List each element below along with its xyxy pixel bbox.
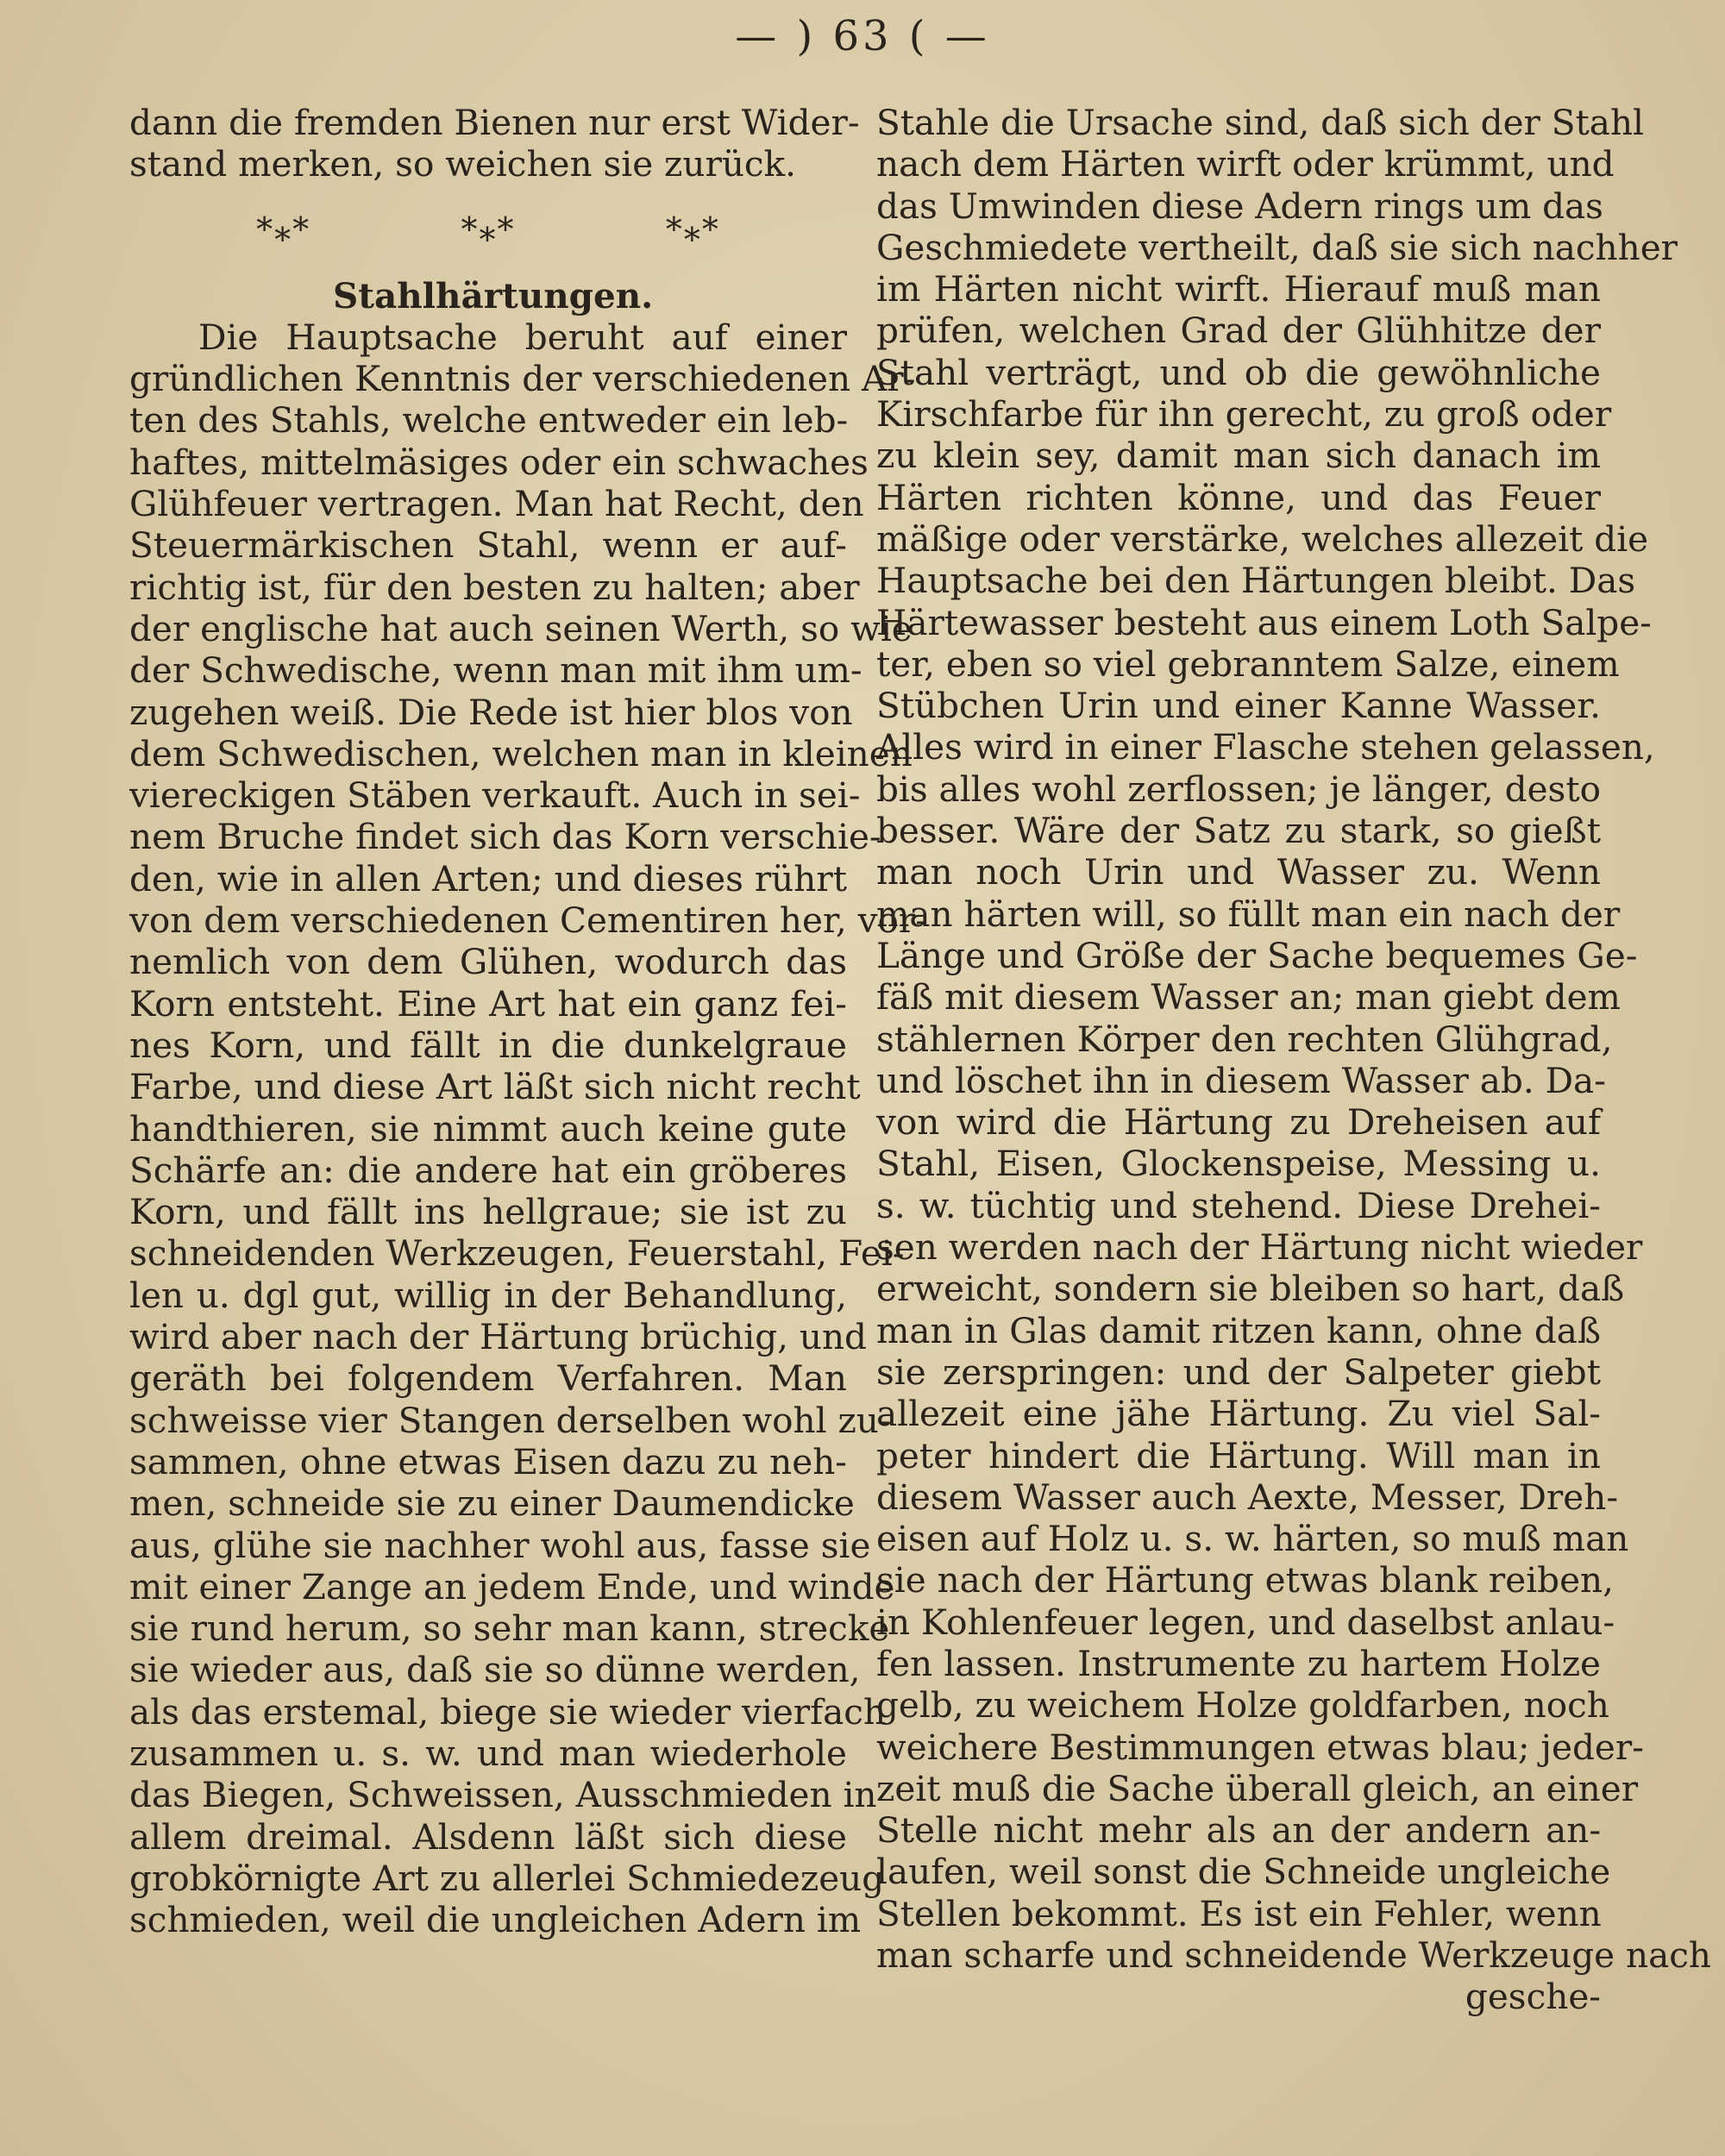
text-line: von dem verschiedenen Cementiren her, vor-	[129, 899, 927, 942]
text-line: besser. Wäre der Satz zu stark, so gießt	[876, 810, 1601, 852]
text-line: sie zerspringen: und der Salpeter giebt	[876, 1351, 1601, 1393]
text-line: Hauptsache bei den Härtungen bleibt. Das	[876, 560, 1636, 602]
text-line: Stübchen Urin und einer Kanne Wasser.	[876, 685, 1601, 727]
text-line: len u. dgl gut, willig in der Behandlung,	[129, 1274, 847, 1316]
text-line: ter, eben so viel gebranntem Salze, einem	[876, 642, 1620, 685]
text-line: schweisse vier Stangen derselben wohl zu-	[129, 1399, 891, 1441]
left-paragraph-bees-end	[129, 102, 860, 185]
text-line: schneidenden Werkzeugen, Feuerstahl, Fei-	[129, 1232, 905, 1275]
text-line: das Biegen, Schweissen, Ausschmieden in	[129, 1774, 877, 1816]
text-line: men, schneide sie zu einer Daumendicke	[129, 1482, 855, 1525]
text-line: Schärfe an: die andere hat ein gröberes	[129, 1149, 847, 1191]
text-line: bis alles wohl zerflossen; je länger, desto	[876, 768, 1601, 810]
text-line: aus, glühe sie nachher wohl aus, fasse sie	[129, 1524, 871, 1566]
text-line: der englische hat auch seinen Werth, so wie	[129, 607, 913, 649]
text-line: richtig ist, für den besten zu halten; aber	[129, 566, 860, 608]
text-line: haftes, mittelmäsiges oder ein schwaches	[129, 441, 869, 483]
text-line: als das erstemal, biege sie wieder vierfach	[129, 1690, 887, 1733]
text-line: zeit muß die Sache überall gleich, an einer	[876, 1767, 1639, 1809]
text-line: Härtewasser besteht aus einem Loth Salpe-	[876, 601, 1652, 643]
text-line: Härten richten könne, und das Feuer	[876, 476, 1601, 518]
text-line: man härten will, so füllt man ein nach der	[876, 893, 1621, 935]
text-line: weichere Bestimmungen etwas blau; jeder-	[876, 1726, 1644, 1768]
text-line: stählernen Körper den rechten Glühgrad,	[876, 1018, 1613, 1060]
right-paragraph-steel	[876, 102, 1712, 1977]
text-line: zusammen u. s. w. und man wiederhole	[129, 1732, 847, 1774]
text-line: von wird die Härtung zu Dreheisen auf	[876, 1101, 1601, 1144]
text-line: fäß mit diesem Wasser an; man giebt dem	[876, 976, 1621, 1018]
text-line: dann die fremden Bienen nur erst Wider-	[129, 102, 860, 143]
text-line: gelb, zu weichem Holze goldfarben, noch	[876, 1684, 1609, 1727]
text-line: nem Bruche findet sich das Korn verschie-	[129, 816, 881, 858]
text-line: Stellen bekommt. Es ist ein Fehler, wenn	[876, 1892, 1602, 1934]
text-line: im Härten nicht wirft. Hierauf muß man	[876, 268, 1601, 310]
text-line: in Kohlenfeuer legen, und daselbst anlau-	[876, 1601, 1615, 1643]
text-line: Geschmiedete vertheilt, daß sie sich nachher	[876, 226, 1678, 268]
text-line: sen werden nach der Härtung nicht wieder	[876, 1226, 1643, 1269]
text-line: eisen auf Holz u. s. w. härten, so muß man	[876, 1518, 1629, 1560]
text-line: prüfen, welchen Grad der Glühhitze der	[876, 310, 1601, 352]
text-line: Stahl verträgt, und ob die gewöhnliche	[876, 351, 1601, 393]
text-line: allem dreimal. Alsdenn läßt sich diese	[129, 1815, 847, 1858]
text-line: man in Glas damit ritzen kann, ohne daß	[876, 1309, 1601, 1351]
page-number: — ) 63 ( —	[735, 12, 990, 60]
text-line: Stelle nicht mehr als an der andern an-	[876, 1809, 1601, 1852]
text-line: Korn, und fällt ins hellgraue; sie ist zu	[129, 1191, 847, 1233]
text-line: wird aber nach der Härtung brüchig, und	[129, 1316, 867, 1358]
text-line: viereckigen Stäben verkauft. Auch in sei-	[129, 774, 861, 817]
text-line: man noch Urin und Wasser zu. Wenn	[876, 851, 1601, 893]
text-line: Die Hauptsache beruht auf einer	[198, 316, 847, 358]
text-line: Glühfeuer vertragen. Man hat Recht, den	[129, 483, 864, 525]
text-line: dem Schwedischen, welchen man in kleinen	[129, 732, 913, 774]
asterism: *⁎*	[461, 210, 516, 249]
text-line: Alles wird in einer Flasche stehen gelassen,	[876, 726, 1655, 768]
text-line: Stahle die Ursache sind, daß sich der Stahl	[876, 102, 1644, 143]
text-line: Korn entsteht. Eine Art hat ein ganz fei-	[129, 982, 847, 1025]
text-line: diesem Wasser auch Aexte, Messer, Dreh-	[876, 1476, 1619, 1518]
text-line: laufen, weil sonst die Schneide ungleiche	[876, 1851, 1611, 1893]
text-line: den, wie in allen Arten; und dieses rührt	[129, 857, 847, 899]
text-line: grobkörnigte Art zu allerlei Schmiedezeug	[129, 1857, 885, 1899]
text-line: erweicht, sondern sie bleiben so hart, daß	[876, 1268, 1625, 1310]
text-line: sie nach der Härtung etwas blank reiben,	[876, 1559, 1615, 1601]
text-line: der Schwedische, wenn man mit ihm um-	[129, 649, 862, 692]
text-line: geräth bei folgendem Verfahren. Man	[129, 1357, 847, 1400]
text-line: stand merken, so weichen sie zurück.	[129, 143, 797, 185]
text-line: zu klein sey, damit man sich danach im	[876, 435, 1601, 477]
text-line: man scharfe und schneidende Werkzeuge nach	[876, 1934, 1712, 1977]
text-line: nach dem Härten wirft oder krümmt, und	[876, 143, 1615, 185]
asterism: *⁎*	[256, 210, 311, 249]
section-break-asterisms	[129, 185, 847, 275]
text-line: zugehen weiß. Die Rede ist hier blos von	[129, 691, 853, 733]
text-line: sammen, ohne etwas Eisen dazu zu neh-	[129, 1440, 847, 1482]
left-column	[129, 102, 927, 1941]
asterism: *⁎*	[665, 210, 720, 249]
text-line: nemlich von dem Glühen, wodurch das	[129, 941, 847, 983]
text-line: nes Korn, und fällt in die dunkelgraue	[129, 1024, 847, 1066]
text-line: fen lassen. Instrumente zu hartem Holze	[876, 1642, 1601, 1684]
text-line: gründlichen Kenntnis der verschiedenen Ar-	[129, 358, 916, 400]
text-line: allezeit eine jähe Härtung. Zu viel Sal-	[876, 1393, 1601, 1435]
left-paragraph-steel	[129, 316, 927, 1941]
text-line: sie rund herum, so sehr man kann, strecke	[129, 1608, 890, 1650]
text-line: s. w. tüchtig und stehend. Diese Drehei-	[876, 1184, 1601, 1226]
text-line: ten des Stahls, welche entweder ein leb-	[129, 399, 849, 442]
right-column	[876, 102, 1712, 2018]
text-line: Steuermärkischen Stahl, wenn er auf-	[129, 524, 847, 567]
text-line: schmieden, weil die ungleichen Adern im	[129, 1899, 862, 1941]
text-line: das Umwinden diese Adern rings um das	[876, 185, 1603, 227]
text-line: Kirschfarbe für ihn gerecht, zu groß oder	[876, 393, 1612, 436]
text-line: handthieren, sie nimmt auch keine gute	[129, 1107, 847, 1150]
text-line: mäßige oder verstärke, welches allezeit die	[876, 517, 1649, 560]
text-line: mit einer Zange an jedem Ende, und winde	[129, 1565, 895, 1608]
catchword: gesche-	[1465, 1976, 1601, 2018]
text-line: peter hindert die Härtung. Will man in	[876, 1434, 1601, 1476]
text-line: Stahl, Eisen, Glockenspeise, Messing u.	[876, 1143, 1601, 1185]
text-line: und löschet ihn in diesem Wasser ab. Da-	[876, 1059, 1606, 1101]
text-line: Farbe, und diese Art läßt sich nicht recht	[129, 1066, 861, 1108]
text-line: Länge und Größe der Sache bequemes Ge-	[876, 934, 1638, 976]
section-heading: Stahlhärtungen.	[333, 274, 654, 317]
text-line: sie wieder aus, daß sie so dünne werden,	[129, 1649, 861, 1691]
